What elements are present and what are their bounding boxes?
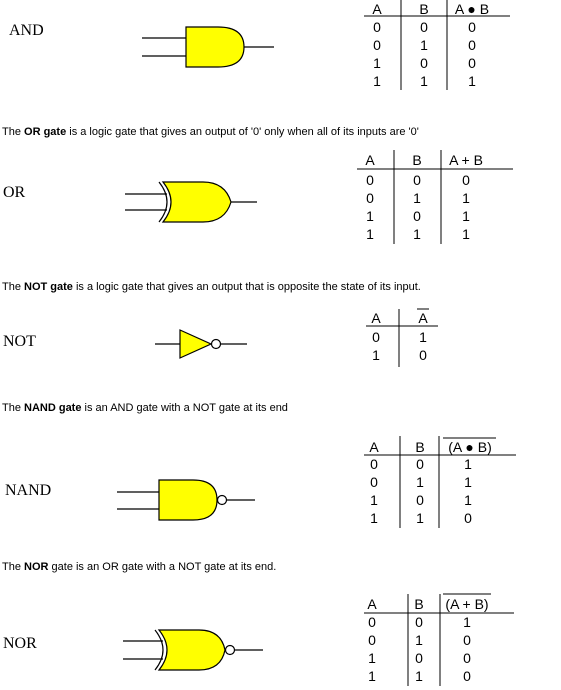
table-cell: 0 xyxy=(366,172,374,188)
table-cell: 0 xyxy=(462,172,470,188)
nand-header-a: A xyxy=(369,439,379,455)
or-description: The OR gate is a logic gate that gives an output of '0' only when all of its inputs are '0' xyxy=(2,126,419,138)
table-cell: 0 xyxy=(468,19,476,35)
nor-label: NOR xyxy=(3,635,37,652)
not-gate-symbol xyxy=(155,328,255,360)
table-cell: 0 xyxy=(463,632,471,648)
table-cell: 1 xyxy=(420,73,428,89)
table-cell: 1 xyxy=(464,456,472,472)
not-rows xyxy=(372,329,427,363)
table-cell: 1 xyxy=(366,208,374,224)
and-header-b: B xyxy=(419,1,429,17)
and-header-a: A xyxy=(372,1,382,17)
or-header-b: B xyxy=(412,152,422,168)
table-cell: 0 xyxy=(464,510,472,526)
table-cell: 1 xyxy=(416,474,424,490)
table-cell: 0 xyxy=(368,632,376,648)
and-rows xyxy=(373,19,476,89)
table-cell: 0 xyxy=(415,614,423,630)
or-header-a: A xyxy=(365,152,375,168)
table-cell: 0 xyxy=(420,19,428,35)
table-cell: 1 xyxy=(468,73,476,89)
table-cell: 1 xyxy=(415,668,423,684)
not-header-a: A xyxy=(371,310,381,326)
table-cell: 1 xyxy=(370,510,378,526)
or-label: OR xyxy=(3,184,26,201)
table-cell: 0 xyxy=(370,456,378,472)
table-cell: 1 xyxy=(463,614,471,630)
nor-description-bold: NOR xyxy=(24,561,49,573)
table-cell: 1 xyxy=(464,492,472,508)
table-cell: 0 xyxy=(416,456,424,472)
table-cell: 1 xyxy=(462,208,470,224)
table-cell: 0 xyxy=(416,492,424,508)
table-cell: 0 xyxy=(373,19,381,35)
table-cell: 0 xyxy=(366,190,374,206)
table-cell: 1 xyxy=(413,190,421,206)
or-description-bold: OR gate xyxy=(24,126,67,138)
nor-bubble xyxy=(226,646,235,655)
table-cell: 0 xyxy=(413,172,421,188)
or-gate-body xyxy=(163,182,231,222)
table-cell: 0 xyxy=(373,37,381,53)
not-description-bold: NOT gate xyxy=(24,281,73,293)
nor-truth-table xyxy=(364,588,519,688)
table-cell: 0 xyxy=(419,347,427,363)
and-gate-symbol xyxy=(140,26,280,70)
nand-rows xyxy=(370,456,472,526)
and-gate-body xyxy=(186,27,244,67)
table-cell: 0 xyxy=(370,474,378,490)
not-gate-body xyxy=(180,330,211,358)
table-cell: 1 xyxy=(415,632,423,648)
table-cell: 1 xyxy=(373,73,381,89)
nand-gate-body xyxy=(159,480,217,520)
not-description: The NOT gate is a logic gate that gives an output that is opposite the state of its input. xyxy=(2,281,421,293)
table-cell: 1 xyxy=(368,650,376,666)
or-gate-symbol xyxy=(123,180,263,224)
nor-header-a: A xyxy=(367,596,377,612)
nand-description: The NAND gate is an AND gate with a NOT gate at its end xyxy=(2,402,288,414)
not-label: NOT xyxy=(3,333,36,350)
table-cell: 0 xyxy=(415,650,423,666)
or-truth-table xyxy=(355,150,515,246)
nor-header-b: B xyxy=(414,596,424,612)
table-cell: 1 xyxy=(464,474,472,490)
table-cell: 0 xyxy=(368,614,376,630)
nand-description-bold: NAND gate xyxy=(24,402,82,414)
nor-header-out: (A + B) xyxy=(445,596,489,612)
or-header-out: A + B xyxy=(449,152,483,168)
and-truth-table xyxy=(362,0,512,92)
table-cell: 1 xyxy=(373,55,381,71)
table-cell: 0 xyxy=(468,55,476,71)
table-cell: 0 xyxy=(413,208,421,224)
table-cell: 1 xyxy=(368,668,376,684)
nand-label: NAND xyxy=(5,482,52,499)
nor-description: The NOR gate is an OR gate with a NOT gate at its end. xyxy=(2,561,277,573)
table-cell: 1 xyxy=(420,37,428,53)
table-cell: 1 xyxy=(419,329,427,345)
table-cell: 0 xyxy=(420,55,428,71)
table-cell: 1 xyxy=(462,226,470,242)
nand-truth-table xyxy=(364,432,519,530)
table-cell: 1 xyxy=(416,510,424,526)
table-cell: 1 xyxy=(462,190,470,206)
not-header-out: A xyxy=(418,310,428,326)
table-cell: 0 xyxy=(468,37,476,53)
table-cell: 1 xyxy=(413,226,421,242)
table-cell: 0 xyxy=(463,650,471,666)
nor-gate-body xyxy=(159,630,225,670)
table-cell: 1 xyxy=(370,492,378,508)
table-cell: 0 xyxy=(463,668,471,684)
table-cell: 1 xyxy=(372,347,380,363)
and-label: AND xyxy=(9,22,44,39)
not-bubble xyxy=(212,340,221,349)
nand-header-b: B xyxy=(415,439,425,455)
not-truth-table xyxy=(366,305,446,369)
nand-bubble xyxy=(218,496,227,505)
table-cell: 1 xyxy=(366,226,374,242)
nor-gate-symbol xyxy=(121,628,271,672)
or-rows xyxy=(366,172,470,242)
nor-rows xyxy=(368,614,471,684)
table-cell: 0 xyxy=(372,329,380,345)
nand-gate-symbol xyxy=(115,479,265,523)
nand-header-out: (A ● B) xyxy=(448,439,492,455)
and-header-out: A ● B xyxy=(454,1,490,17)
